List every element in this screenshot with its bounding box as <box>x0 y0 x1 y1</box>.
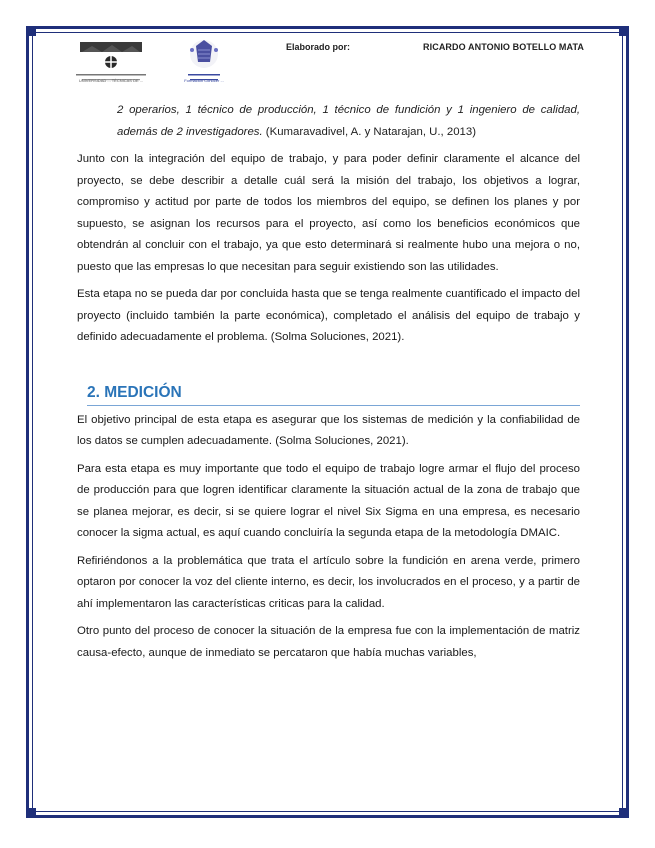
section-heading: 2. MEDICIÓN <box>87 383 580 406</box>
paragraph: Junto con la integración del equipo de trabajo, y para poder definir claramente el alcance del proyecto, se debe describir a detalle cuál será la misión del trabajo, los objetivos a lograr, compromiso y actitud por parte de todos los miembros del equipo, se definen los planes y por supuesto, se asignan los recursos para el proyecto, así como los beneficios económicos que obtendrán al concluir con el trabajo, ya que esto determinará si realmente hubo una mejora o no, puesto que las empresas lo que necesitan para seguir existiendo son las utilidades. <box>77 153 580 273</box>
paragraph: Refiriéndonos a la problemática que trata el artículo sobre la fundición en arena verde, primero optaron por conocer la voz del cliente interno, es decir, los involucrados en el proceso, y a partir de ahí implementaron las características criticas para la calidad. <box>77 554 580 610</box>
border-corner-ornament <box>26 808 36 818</box>
page-header <box>72 36 584 92</box>
border-corner-ornament <box>619 808 629 818</box>
border-corner-ornament <box>619 26 629 36</box>
left-logo-caption: UNIVERSIDAD ... TÉCNICAS DE ... <box>78 78 144 83</box>
paragraph: Otro punto del proceso de conocer la situación de la empresa fue con la implementación de matriz causa-efecto, aunque de inmediato se percataron que había muchas variables, <box>77 625 580 659</box>
author-name: RICARDO ANTONIO BOTELLO MATA <box>423 42 584 52</box>
paragraph: Para esta etapa es muy importante que todo el equipo de trabajo logre armar el flujo del proceso de producción para que logren identificar claramente la situación actual de la zona de trabajo que se planea mejorar, es decir, si se quiere lograr el nivel Six Sigma en una empresa, es necesario conocer la sigma actual, es aquí cuando concluiría la segunda etapa de la metodología DMAIC. <box>77 462 580 539</box>
paragraph: Esta etapa no se pueda dar por concluida hasta que se tenga realmente cuantificado el impacto del proyecto (incluido también la parte económica), completado el análisis del equipo de trabajo y definido adecuadamente el problema. (Solma Soluciones, 2021). <box>77 288 580 343</box>
paragraph: El objetivo principal de esta etapa es asegurar que los sistemas de medición y la confiabilidad de los datos se cumplen adecuadamente. (Solma Soluciones, 2021). <box>77 413 580 447</box>
right-logo-caption: Formación Conocer ... <box>184 78 224 83</box>
elaborado-label: Elaborado por: <box>286 42 351 52</box>
quote-citation: (Kumaravadivel, A. y Natarajan, U., 2013) <box>262 125 476 138</box>
border-corner-ornament <box>26 26 36 36</box>
block-quote <box>117 100 580 143</box>
document-body <box>77 100 580 670</box>
quote-text: 2 operarios, 1 técnico de producción, 1 técnico de fundición y 1 ingeniero de calidad, además de 2 investigadores. <box>117 104 580 138</box>
